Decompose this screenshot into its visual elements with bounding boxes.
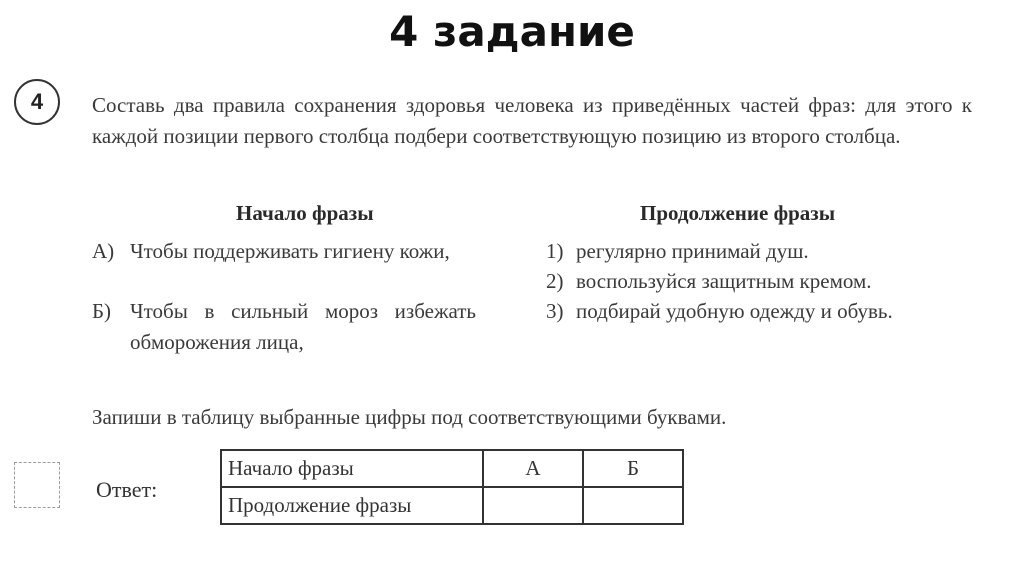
option-marker: А) (92, 239, 115, 263)
table-row (221, 487, 683, 524)
option-text: Чтобы поддерживать гигиену кожи, (130, 239, 450, 263)
table-cell-row-label: Начало фразы (221, 450, 483, 487)
answer-cell-b[interactable] (583, 487, 683, 524)
slide-title: 4 задание (389, 7, 635, 56)
answer-label: Ответ: (96, 477, 158, 502)
write-instruction: Запиши в таблицу выбранные цифры под соответствующими буквами. (92, 405, 727, 429)
right-column-heading: Продолжение фразы (640, 201, 836, 225)
option-text: регулярно принимай душ. (576, 239, 809, 263)
option-marker: 1) (546, 239, 564, 263)
option-marker: Б) (92, 299, 112, 323)
option-marker: 2) (546, 269, 564, 293)
left-column-heading: Начало фразы (236, 201, 374, 225)
table-cell-row-label: Продолжение фразы (221, 487, 483, 524)
table-row (221, 450, 683, 487)
option-text: воспользуйся защитным кремом. (576, 269, 872, 293)
answer-cell-a[interactable] (483, 487, 583, 524)
score-box (14, 462, 60, 508)
task-instruction: Составь два правила сохранения здоровья человека из приведённых частей фраз: для этого к каждой позиции первого столбца подбери соответствующую позицию из второго столбца. (92, 93, 972, 148)
option-marker: 3) (546, 299, 564, 323)
table-cell-letter-b: Б (583, 450, 683, 487)
option-text: подбирай удобную одежду и обувь. (576, 299, 893, 323)
option-text: Чтобы в сильный мороз избежать обморожения лица, (130, 299, 476, 354)
answer-table (220, 449, 684, 525)
table-cell-letter-a: А (483, 450, 583, 487)
task-number-badge: 4 (14, 79, 60, 125)
